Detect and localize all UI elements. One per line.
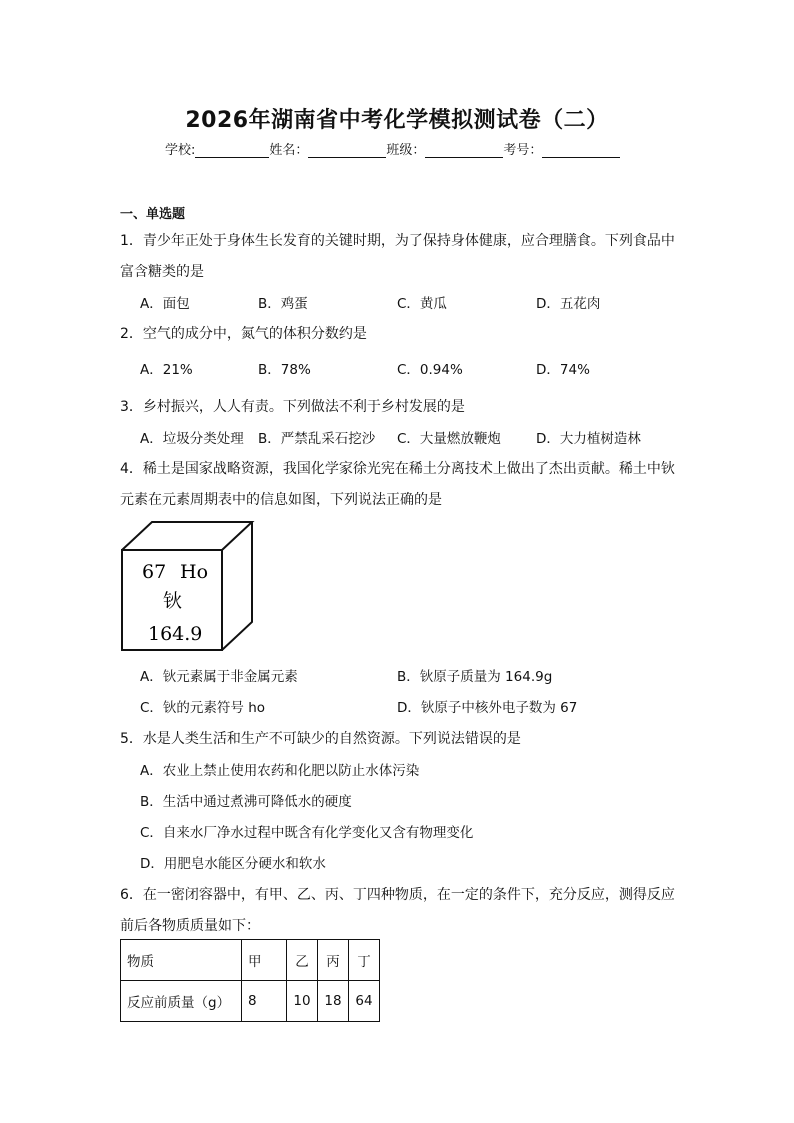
- q4-stem-line2: 元素在元素周期表中的信息如图，下列说法正确的是: [120, 492, 442, 508]
- q4-option-d[interactable]: D．钬原子中核外电子数为 67: [397, 700, 578, 716]
- section-heading-single-choice: 一、单选题: [120, 207, 186, 222]
- q1-option-d[interactable]: D．五花肉: [536, 296, 601, 312]
- q4-option-a[interactable]: A．钬元素属于非金属元素: [140, 669, 298, 685]
- element-cube-figure: [118, 518, 268, 658]
- q4-option-c[interactable]: C．钬的元素符号 ho: [140, 700, 266, 716]
- element-atomic-number: 67: [142, 561, 167, 583]
- mass-table: [120, 939, 380, 1022]
- q3-option-d[interactable]: D．大力植树造林: [536, 431, 641, 447]
- q3-option-a[interactable]: A．垃圾分类处理: [140, 431, 244, 447]
- q2-option-a[interactable]: A．21%: [140, 362, 193, 378]
- q2-option-b[interactable]: B．78%: [258, 362, 311, 378]
- table-row: [121, 981, 380, 1022]
- class-blank[interactable]: [425, 143, 503, 158]
- q5-option-d[interactable]: D．用肥皂水能区分硬水和软水: [140, 856, 326, 872]
- table-cell: 反应前质量（g）: [121, 981, 242, 1022]
- q2-stem: 2．空气的成分中，氮气的体积分数约是: [120, 326, 367, 342]
- q4-stem-line1: 4．稀土是国家战略资源，我国化学家徐光宪在稀土分离技术上做出了杰出贡献。稀土中钬: [120, 461, 675, 477]
- name-blank[interactable]: [308, 143, 386, 158]
- q6-stem-line2: 前后各物质质量如下：: [120, 918, 260, 934]
- table-cell: 乙: [287, 940, 318, 981]
- q5-option-c[interactable]: C．自来水厂净水过程中既含有化学变化又含有物理变化: [140, 825, 474, 841]
- q2-option-c[interactable]: C．0.94%: [397, 362, 463, 378]
- q5-option-a[interactable]: A．农业上禁止使用农药和化肥以防止水体污染: [140, 763, 420, 779]
- table-cell: 甲: [242, 940, 287, 981]
- q5-option-b[interactable]: B．生活中通过煮沸可降低水的硬度: [140, 794, 352, 810]
- q1-option-b[interactable]: B．鸡蛋: [258, 296, 308, 312]
- element-atomic-mass: 164.9: [148, 623, 203, 645]
- q3-stem: 3．乡村振兴，人人有责。下列做法不利于乡村发展的是: [120, 399, 465, 415]
- q3-option-c[interactable]: C．大量燃放鞭炮: [397, 431, 501, 447]
- q5-stem: 5．水是人类生活和生产不可缺少的自然资源。下列说法错误的是: [120, 731, 521, 747]
- q2-option-d[interactable]: D．74%: [536, 362, 590, 378]
- table-header-row: [121, 940, 380, 981]
- q1-stem-line1: 1．青少年正处于身体生长发育的关键时期，为了保持身体健康，应合理膳食。下列食品中: [120, 233, 675, 249]
- cube-top-face: [122, 522, 252, 550]
- q1-option-a[interactable]: A．面包: [140, 296, 190, 312]
- exam-no-label: 考号：: [503, 143, 543, 158]
- table-cell: 18: [318, 981, 349, 1022]
- table-cell: 64: [349, 981, 380, 1022]
- table-cell: 丙: [318, 940, 349, 981]
- table-cell: 8: [242, 981, 287, 1022]
- class-label: 班级：: [386, 143, 426, 158]
- name-label: 姓名：: [269, 143, 309, 158]
- table-cell: 物质: [121, 940, 242, 981]
- table-cell: 丁: [349, 940, 380, 981]
- school-blank[interactable]: [195, 143, 269, 158]
- q4-option-b[interactable]: B．钬原子质量为 164.9g: [397, 669, 553, 685]
- student-info-line: [165, 139, 620, 158]
- element-name: 钬: [163, 590, 183, 612]
- q1-option-c[interactable]: C．黄瓜: [397, 296, 447, 312]
- table-cell: 10: [287, 981, 318, 1022]
- q3-option-b[interactable]: B．严禁乱采石挖沙: [258, 431, 376, 447]
- cube-side-face: [222, 522, 252, 650]
- exam-title: 2026年湖南省中考化学模拟测试卷（二）: [185, 108, 609, 133]
- exam-no-blank[interactable]: [542, 143, 620, 158]
- school-label: 学校:: [165, 143, 196, 158]
- element-symbol: Ho: [180, 561, 209, 583]
- q1-stem-line2: 富含糖类的是: [120, 264, 204, 280]
- q6-stem-line1: 6．在一密闭容器中，有甲、乙、丙、丁四种物质，在一定的条件下，充分反应，测得反应: [120, 887, 675, 903]
